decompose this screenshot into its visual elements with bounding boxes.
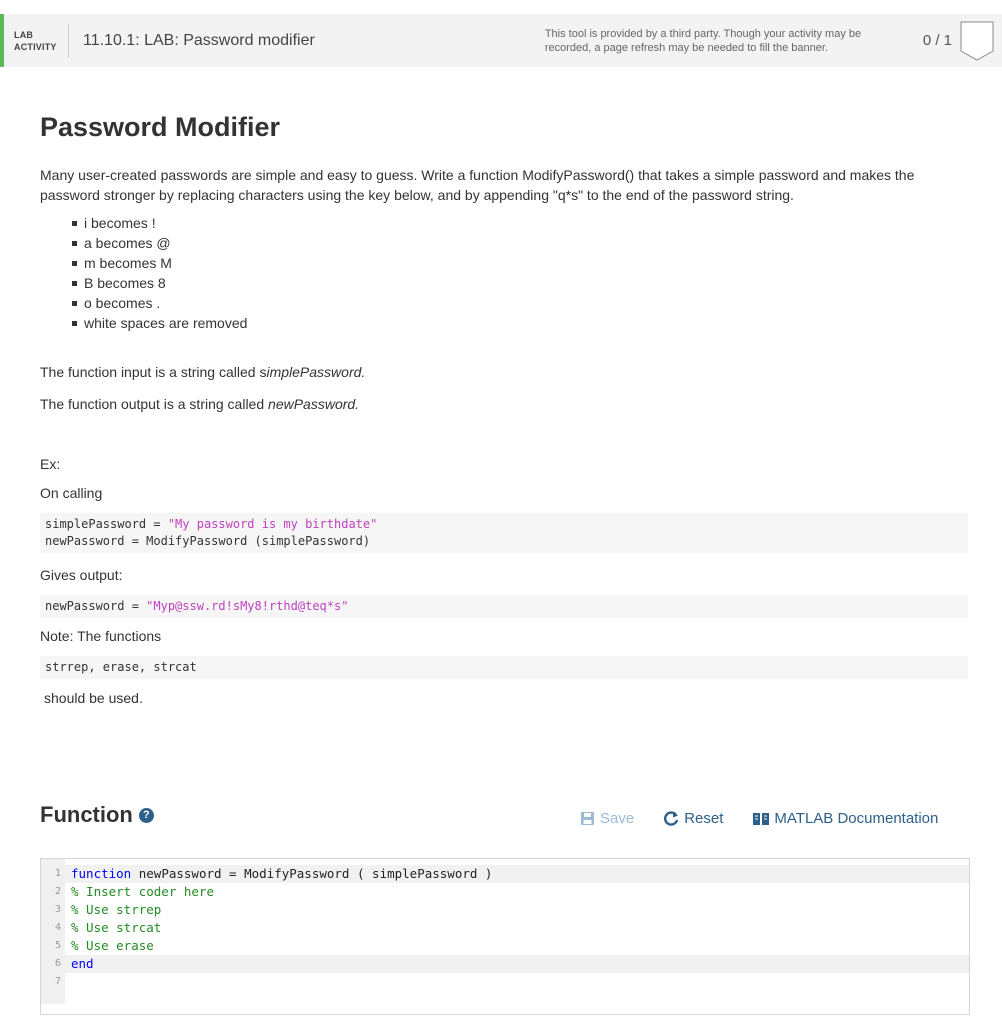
input-description: The function input is a string called simplePassword. — [40, 364, 366, 380]
header-divider — [68, 24, 69, 58]
example-output-code: newPassword = "Myp@ssw.rd!sMy8!rthd@teq*s" — [40, 595, 968, 618]
list-item: m becomes M — [72, 253, 968, 273]
editor-toolbar — [580, 810, 968, 827]
on-calling-label: On calling — [40, 485, 103, 501]
list-item: B becomes 8 — [72, 273, 968, 293]
page-title: Password Modifier — [40, 112, 281, 142]
editor-line[interactable]: 7 — [41, 973, 969, 991]
example-label: Ex: — [40, 456, 61, 472]
save-icon — [580, 811, 595, 826]
intro-paragraph: Many user-created passwords are simple and easy to guess. Write a function ModifyPassword() that takes a simple password and makes the password stronger by replacing characters using the key below, and by appending "q*s" to the end of the password string. — [40, 167, 915, 203]
should-be-used-label: should be used. — [44, 690, 143, 706]
example-call-code: simplePassword = "My password is my birthdate" newPassword = ModifyPassword (simplePassword) — [40, 513, 968, 553]
editor-line[interactable]: 2 % Insert coder here — [41, 883, 969, 901]
editor-line[interactable]: 5 % Use erase — [41, 937, 969, 955]
problem-description — [40, 100, 968, 333]
rules-list — [72, 213, 968, 333]
editor-line[interactable]: 1 function newPassword = ModifyPassword ( simplePassword ) — [41, 865, 969, 883]
gives-output-label: Gives output: — [40, 567, 123, 583]
help-icon[interactable]: ? — [139, 808, 154, 823]
output-description: The function output is a string called newPassword. — [40, 396, 360, 412]
function-heading: Function ? — [40, 802, 154, 828]
lab-activity-label: LAB ACTIVITY — [14, 29, 57, 52]
code-editor[interactable] — [40, 858, 970, 1015]
list-item: o becomes . — [72, 293, 968, 313]
reset-icon — [664, 811, 679, 826]
list-item: i becomes ! — [72, 213, 968, 233]
save-button[interactable]: Save — [580, 810, 634, 827]
editor-line[interactable]: 4 % Use strcat — [41, 919, 969, 937]
list-item: a becomes @ — [72, 233, 968, 253]
editor-line[interactable]: 3 % Use strrep — [41, 901, 969, 919]
third-party-notice: This tool is provided by a third party. Though your activity may be recorded, a page refresh may be needed to fill the banner. — [544, 27, 862, 54]
list-item: white spaces are removed — [72, 313, 968, 333]
book-icon — [753, 812, 769, 826]
lab-title: 11.10.1: LAB: Password modifier — [83, 31, 315, 49]
note-label: Note: The functions — [40, 628, 162, 644]
functions-list-code: strrep, erase, strcat — [40, 656, 968, 679]
editor-line[interactable]: 6 end — [41, 955, 969, 973]
completion-badge-icon — [960, 21, 994, 61]
score-label: 0 / 1 — [922, 32, 952, 49]
matlab-documentation-link[interactable]: MATLAB Documentation — [753, 810, 938, 827]
lab-activity-header — [0, 14, 1002, 67]
reset-button[interactable]: Reset — [664, 810, 723, 827]
